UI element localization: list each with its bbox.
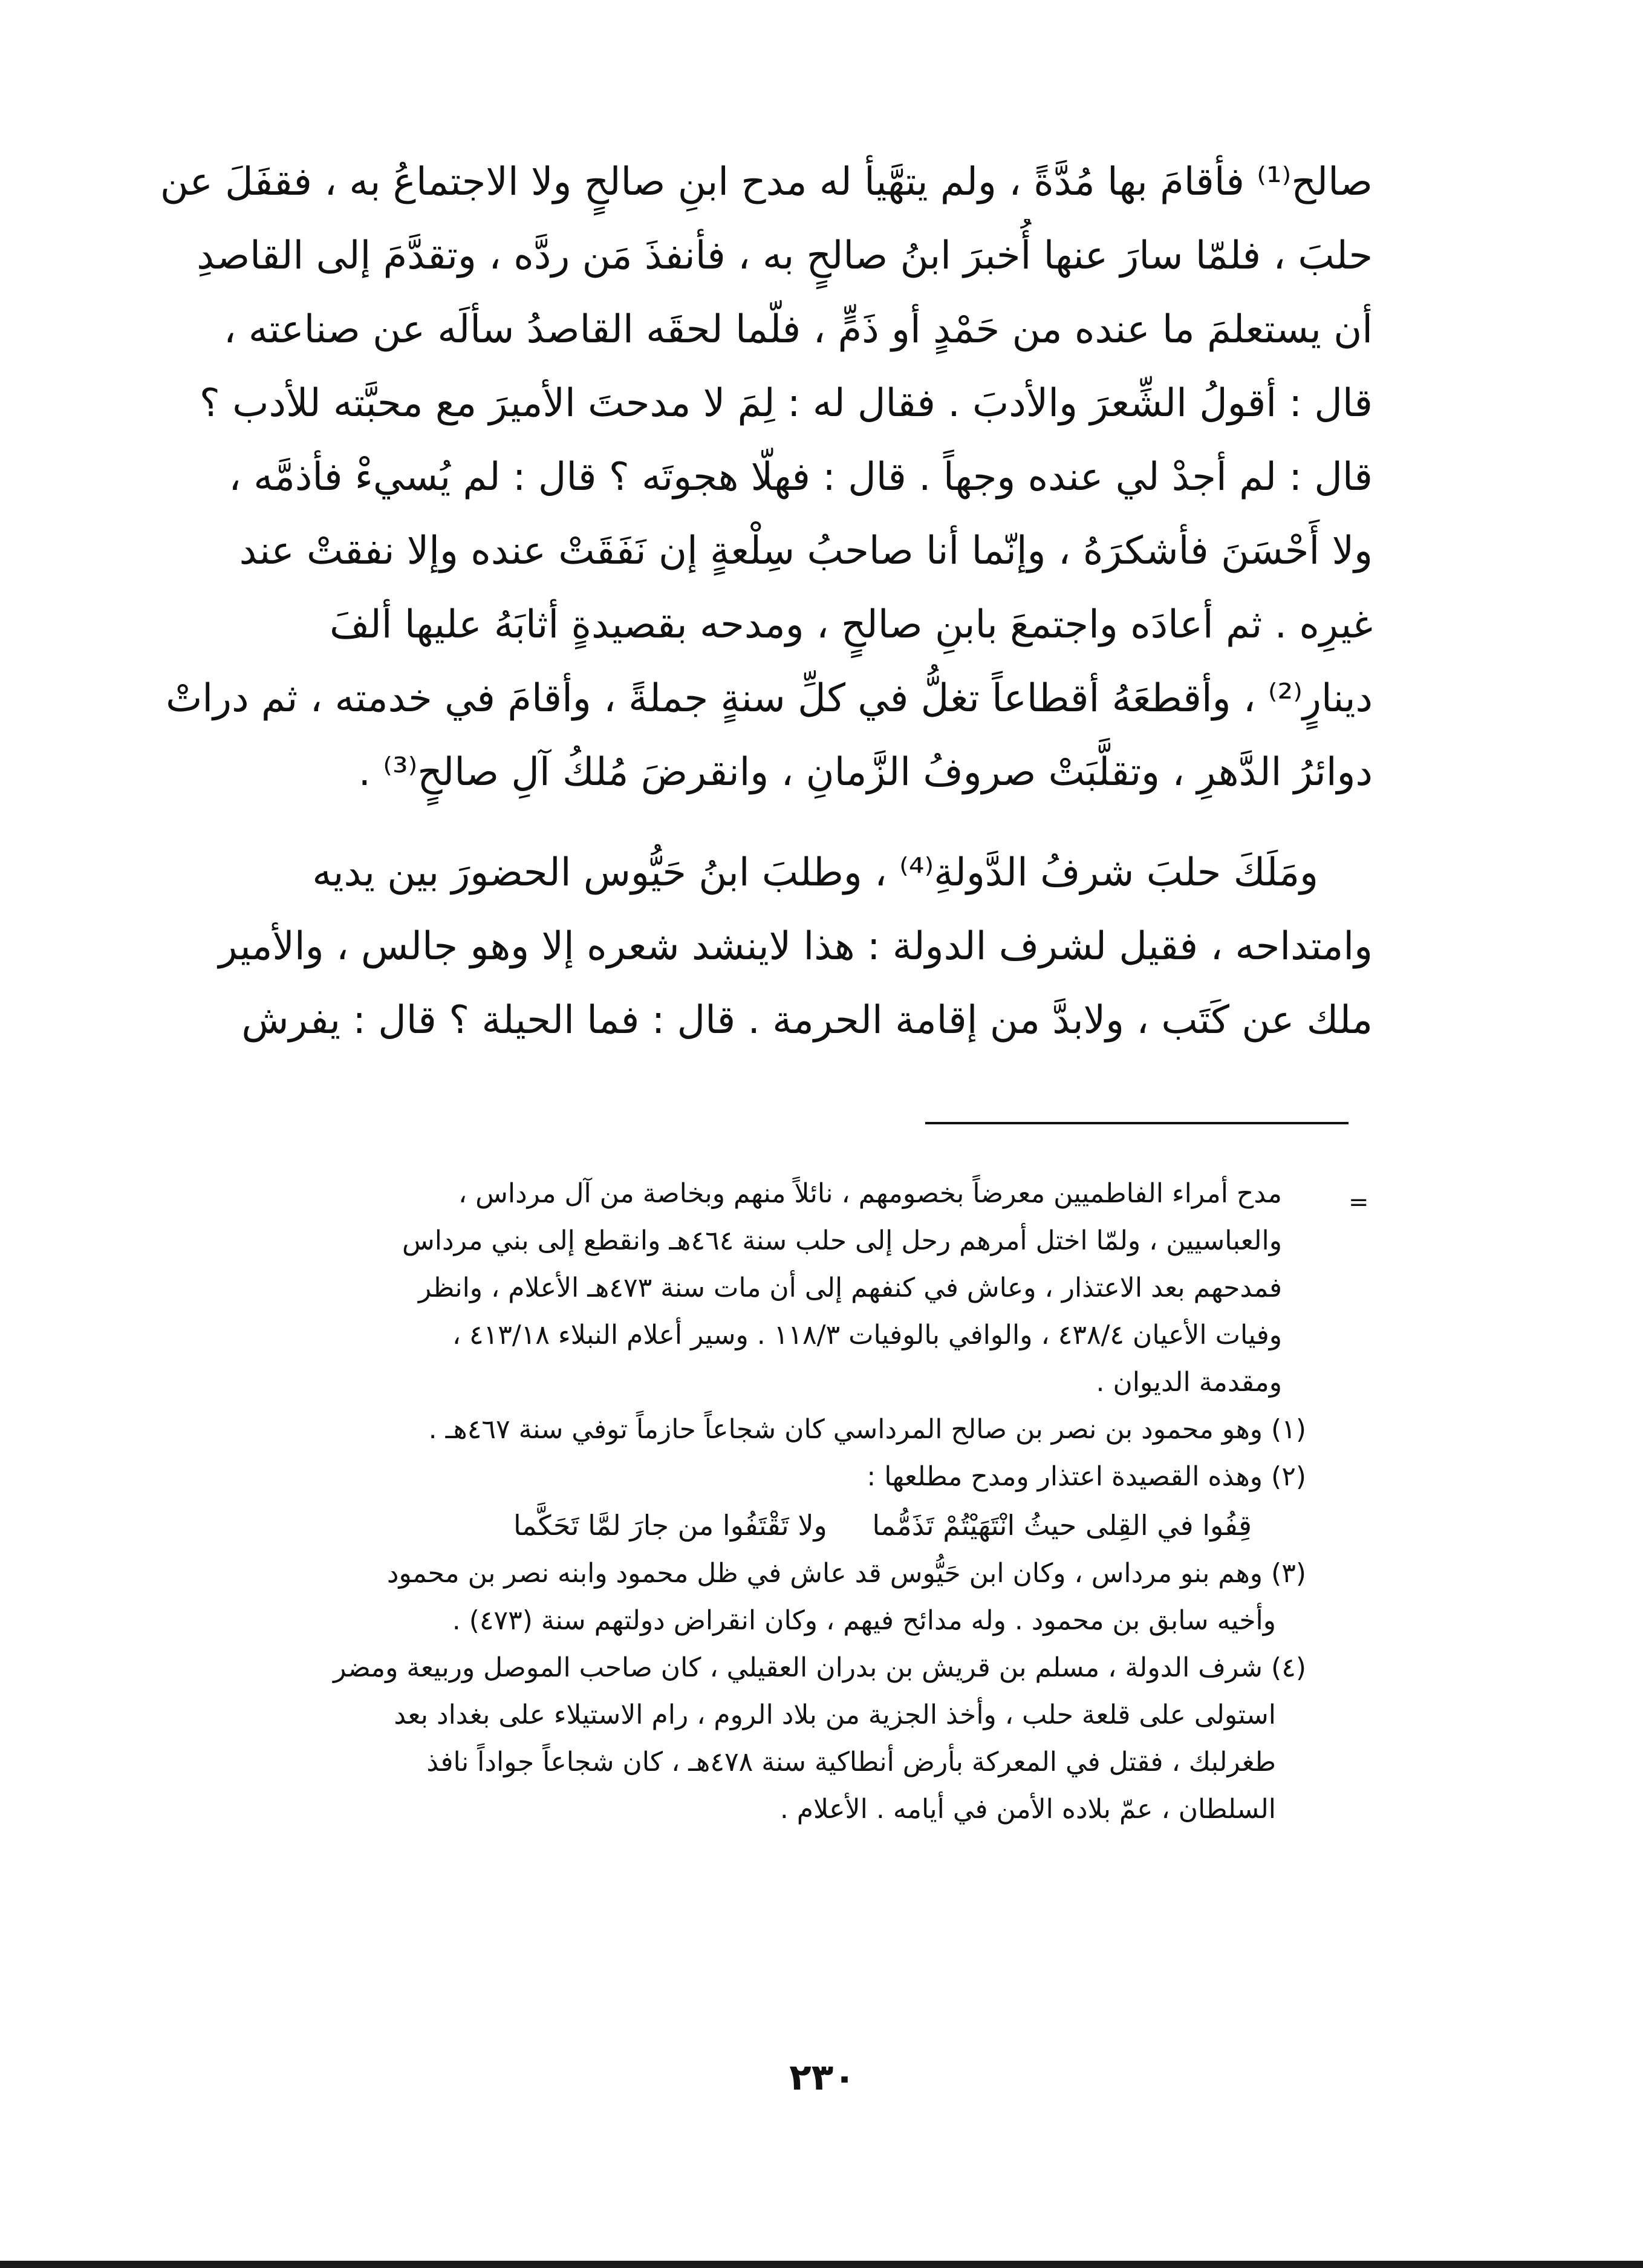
footnote-2: (٢) وهذه القصيدة اعتذار ومدح مطلعها : <box>867 1461 1306 1492</box>
continuation-mark: = <box>1349 1188 1369 1216</box>
footnote-verse <box>109 1501 1373 1550</box>
footnote-line: فمدحهم بعد الاعتذار ، وعاش في كنفهم إلى أن مات سنة ٤٧٣هـ الأعلام ، وانظر <box>418 1272 1282 1303</box>
verse-second-hemistich: ولا تَقْتَفُوا من جارَ لمَّا تَحَكَّما <box>513 1509 827 1542</box>
footnote-1: (١) وهو محمود بن نصر بن صالح المرداسي كان شجاعاً حازماً توفي سنة ٤٦٧هـ . <box>428 1414 1306 1445</box>
footnotes <box>109 1170 1373 1833</box>
scan-edge <box>0 2261 1643 2268</box>
footnote-line: ومقدمة الديوان . <box>1096 1367 1282 1398</box>
footnote-4: (٤) شرف الدولة ، مسلم بن قريش بن بدران العقيلي ، كان صاحب الموصل وربيعة ومضر <box>333 1652 1306 1683</box>
footnote-line: استولى على قلعة حلب ، وأخذ الجزية من بلاد الروم ، رام الاستيلاء على بغداد بعد <box>394 1699 1276 1730</box>
footnote-line: وأخيه سابق بن محمود . وله مدائح فيهم ، وكان انقراض دولتهم سنة (٤٧٣) . <box>452 1605 1276 1636</box>
page-number: ٢٣٠ <box>789 2056 856 2099</box>
footnote-line: طغرلبك ، فقتل في المعركة بأرض أنطاكية سنة ٤٧٨هـ ، كان شجاعاً جواداً نافذ <box>426 1747 1276 1778</box>
main-body-text <box>109 145 1373 1057</box>
body-line: قال : لم أجدْ لي عنده وجهاً . قال : فهلّا هجوتَه ؟ قال : لم يُسيءْ فأذمَّه ، <box>229 455 1373 500</box>
body-line: صالح⁽¹⁾ فأقامَ بها مُدَّةً ، ولم يتهَّيأ له مدح ابنِ صالحٍ ولا الاجتماعُ به ، فقفَلَ عن <box>160 160 1373 204</box>
footnote-line: السلطان ، عمّ بلاده الأمن في أيامه . الأعلام . <box>779 1794 1276 1825</box>
body-line: ملك عن كَتَب ، ولابدَّ من إقامة الحرمة . قال : فما الحيلة ؟ قال : يفرش <box>241 998 1373 1043</box>
footnote-line: والعباسيين ، ولمّا اختل أمرهم رحل إلى حلب سنة ٤٦٤هـ وانقطع إلى بني مرداس <box>402 1225 1282 1256</box>
body-line: ومَلَكَ حلبَ شرفُ الدَّولةِ⁽⁴⁾ ، وطلبَ ابنُ حَيُّوس الحضورَ بين يديه <box>312 850 1318 895</box>
body-line: وامتداحه ، فقيل لشرف الدولة : هذا لاينشد شعره إلا وهو جالس ، والأمير <box>218 924 1373 969</box>
footnote-3: (٣) وهم بنو مرداس ، وكان ابن حَيُّوس قد عاش في ظل محمود وابنه نصر بن محمود <box>386 1558 1306 1589</box>
body-line: غيرِه . ثم أعادَه واجتمعَ بابنِ صالحٍ ، ومدحه بقصيدةٍ أثابَهُ عليها ألفَ <box>330 602 1373 647</box>
footnote-separator <box>925 1122 1349 1124</box>
verse-first-hemistich: قِفُوا في القِلى حيثُ انْتَهَيْتُمْ تَذَمُّما <box>872 1509 1252 1542</box>
body-line: حلبَ ، فلمّا سارَ عنها أُخبرَ ابنُ صالحٍ به ، فأنفذَ مَن ردَّه ، وتقدَّمَ إلى القاصدِ <box>197 233 1373 278</box>
body-line: ولا أَحْسَنَ فأشكرَهُ ، وإنّما أنا صاحبُ سِلْعةٍ إن نَفَقَتْ عنده وإلا نفقتْ عند <box>239 529 1373 573</box>
body-line: قال : أقولُ الشِّعرَ والأدبَ . فقال له : لِمَ لا مدحتَ الأميرَ مع محبَّته للأدب ؟ <box>199 381 1373 426</box>
body-line: دوائرُ الدَّهرِ ، وتقلَّبَتْ صروفُ الزَّمانِ ، وانقرضَ مُلكُ آلِ صالحٍ⁽³⁾ . <box>358 750 1373 795</box>
footnote-line: مدح أمراء الفاطميين معرضاً بخصومهم ، نائلاً منهم وبخاصة من آل مرداس ، <box>458 1178 1282 1209</box>
body-line: دينارٍ⁽²⁾ ، وأقطعَهُ أقطاعاً تغلُّ في كلِّ سنةٍ جملةً ، وأقامَ في خدمته ، ثم دراتْ <box>166 676 1373 721</box>
body-line: أن يستعلمَ ما عنده من حَمْدٍ أو ذَمٍّ ، فلّما لحقَه القاصدُ سألَه عن صناعته ، <box>223 307 1373 352</box>
footnote-line: وفيات الأعيان ٤٣٨/٤ ، والوافي بالوفيات ١١٨/٣ . وسير أعلام النبلاء ٤١٣/١٨ ، <box>452 1320 1282 1351</box>
